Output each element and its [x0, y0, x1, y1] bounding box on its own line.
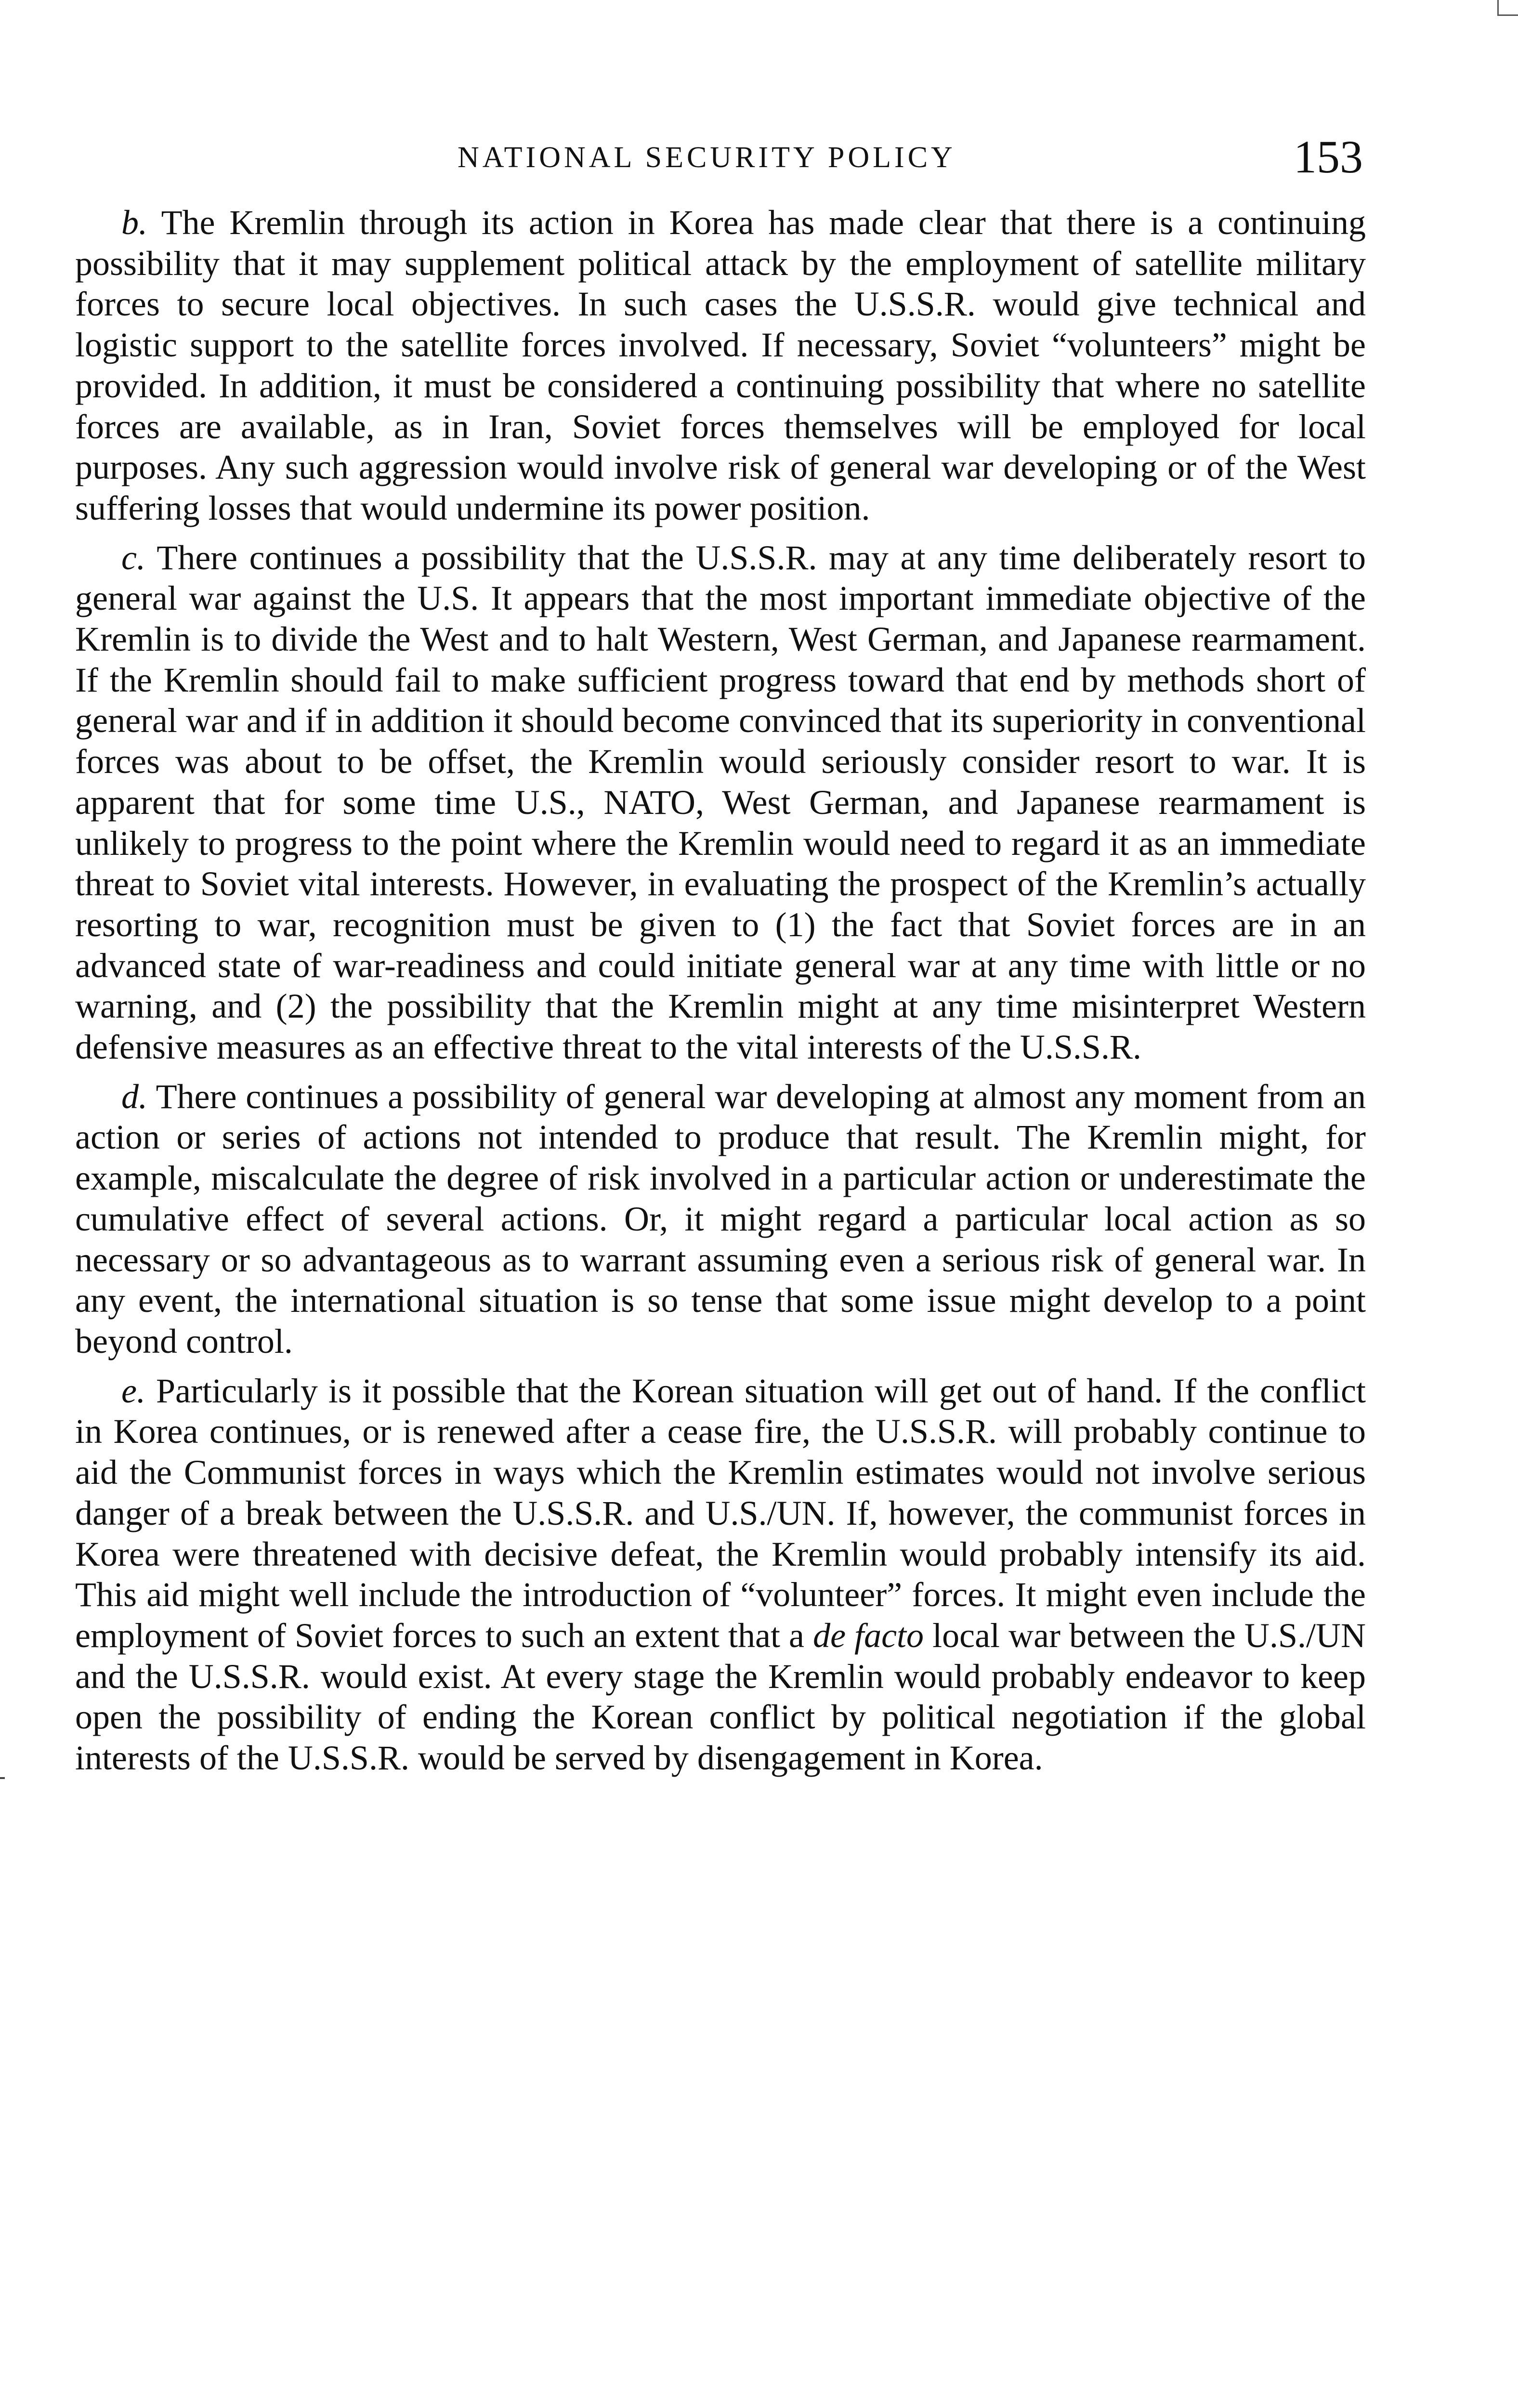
paragraph-label: e.: [121, 1371, 145, 1410]
paragraph-text: local war between the U.S./UN and the U.S.S.R. would exist. At every stage the Kremlin would probably endeavor to keep open the possibility of ending the Korean conflict by political negotiation if the global interests of the U.S.S.R. would be served by disengagement in Korea.: [75, 1616, 1366, 1778]
paragraph-text: Particularly is it possible that the Korean situation will get out of hand. If the conflict in Korea continues, or is renewed after a cease fire, the U.S.S.R. will probably continue to aid the Communist forces in ways which the Kremlin estimates would not involve serious danger of a break between the U.S.S.R. and U.S./UN. If, however, the communist forces in Korea were threatened with decisive defeat, the Kremlin would probably intensify its aid. This aid might well include the introduction of “volunteer” forces. It might even include the employment of Soviet forces to such an extent that a: [75, 1371, 1366, 1655]
page-header: [458, 130, 1382, 188]
body-text: [75, 202, 1366, 1787]
paragraph-text: There continues a possibility of general war developing at almost any moment from an action or series of actions not intended to produce that result. The Kremlin might, for example, miscalculate the degree of risk involved in a particular action or underestimate the cumulative effect of several actions. Or, it might regard a particular local action as so necessary or so advantageous as to warrant assuming even a serious risk of general war. In any event, the international situation is so tense that some issue might develop to a point beyond control.: [75, 1077, 1366, 1361]
paragraph-text: The Kremlin through its action in Korea has made clear that there is a continuing possibility that it may supplement political attack by the employment of satellite military forces to secure local objectives. In such cases the U.S.S.R. would give technical and logistic support to the satellite forces involved. If necessary, Soviet “volunteers” might be provided. In addition, it must be considered a continuing possibility that where no satellite forces are available, as in Iran, Soviet forces themselves will be employed for local purposes. Any such aggression would involve risk of general war developing or of the West suffering losses that would undermine its power position.: [75, 203, 1366, 527]
running-title: NATIONAL SECURITY POLICY: [458, 141, 956, 174]
paragraph-label: c.: [121, 538, 145, 577]
paragraph-label: d.: [121, 1077, 147, 1116]
paragraph-text: There continues a possibility that the U.S.S.R. may at any time deliberately resort to general war against the U.S. It appears that the most important immediate objective of the Kremlin is to divide the West and to halt Western, West German, and Japanese rearmament. If the Kremlin should fail to make sufficient progress toward that end by methods short of general war and if in addition it should become convinced that its superiority in conventional forces was about to be offset, the Kremlin would seriously consider resort to war. It is apparent that for some time U.S., NATO, West German, and Japanese rearmament is unlikely to progress to the point where the Kremlin would need to regard it as an immediate threat to Soviet vital interests. However, in evaluating the prospect of the Kremlin’s actually resorting to war, recognition must be given to (1) the fact that Soviet forces are in an advanced state of war-readiness and could initiate general war at any time with little or no warning, and (2) the possibility that the Kremlin might at any time misinterpret Western defensive measures as an effective threat to the vital interests of the U.S.S.R.: [75, 538, 1366, 1067]
paragraph-e: [75, 1371, 1366, 1779]
scan-corner-mark: [1497, 0, 1518, 16]
margin-tick-mark: [0, 1777, 5, 1779]
italic-phrase: de facto: [813, 1616, 924, 1655]
paragraph-c: [75, 537, 1366, 1068]
paragraph-b: [75, 202, 1366, 529]
paragraph-d: [75, 1076, 1366, 1362]
paragraph-label: b.: [121, 203, 147, 242]
page-number: 153: [1294, 131, 1363, 183]
